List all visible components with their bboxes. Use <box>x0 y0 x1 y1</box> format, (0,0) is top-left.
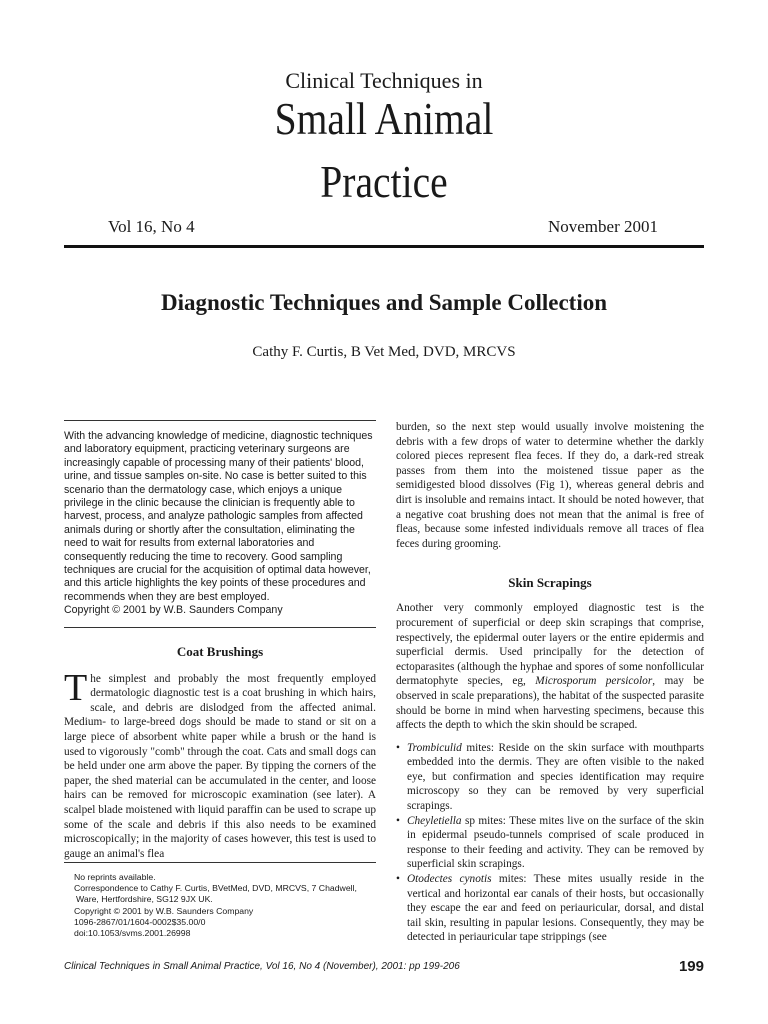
bullet-icon: • <box>396 741 400 754</box>
mite-name: Cheyletiella <box>407 814 462 827</box>
abstract-copyright: Copyright © 2001 by W.B. Saunders Company <box>64 604 283 617</box>
journal-subtitle: Clinical Techniques in <box>285 68 483 93</box>
page-footer <box>64 958 704 978</box>
header-rule <box>64 245 704 248</box>
author-line: Cathy F. Curtis, B Vet Med, DVD, MRCVS <box>252 344 516 360</box>
list-item <box>396 814 704 872</box>
list-item <box>396 872 704 945</box>
footer-citation: Clinical Techniques in Small Animal Practice, Vol 16, No 4 (November), 2001: pp 199-206 <box>64 961 460 972</box>
skin-scrapings-text-start: Another very commonly employed diagnostic test is the procurement of superficial or deep skin scrapings that comprise, respectively, the epidermal outer layers or the entire epidermis and superficial dermis. Used principally for the detection of ectoparasites (although the hyphae and spores of some nonfollicular dermatophyte species, eg, <box>396 602 704 688</box>
issue-date: November 2001 <box>547 217 658 236</box>
skin-scrapings-text-end: , may be observed in scale preparations), the habitat of the suspected parasite should be borne in mind when harvesting specimens, because this affects the depth to which the skin should be scraped. <box>396 675 704 732</box>
mite-description: mites: These mites usually reside in the vertical and horizontal ear canals of their hosts, but occasionally they escape the ear and feed on periauricular, dorsal, and distal tail skin, resulting in papular lesions. Consequently, they may be detected in periauricular tape strippings (see <box>407 873 704 944</box>
mite-list <box>396 741 704 945</box>
mite-name: Trombiculid <box>407 741 462 754</box>
drop-cap: T <box>64 666 88 709</box>
abstract-bottom-rule <box>64 627 376 628</box>
bullet-icon: • <box>396 873 400 886</box>
abstract-body: With the advancing knowledge of medicine, diagnostic techniques and laboratory equipment, practicing veterinary surgeons are increasingly capable of processing many of their patients' blood, urine, and tissue samples on-site. No case is better suited to this scenario than the dermatology case, which enjoys a unique privilege in the clinic because the clinician is frequently able to harvest, process, and analyze pathologic samples from affected animals during or shortly after the consultation, eliminating the need to wait for results from external laboratories and consequently reducing the time to recovery. Good sampling techniques are crucial for the acquisition of optimal data however, and this article highlights the key points of these procedures and recommends when they are best employed. <box>64 430 373 603</box>
mite-description: sp mites: These mites live on the surface of the skin in epidermal pseudo-tunnels comprised of scale produced in response to their feeding and activity. They can be removed by superficial skin scrapings. <box>407 814 704 871</box>
right-column <box>396 420 704 945</box>
mite-name: Otodectes cynotis <box>407 873 492 886</box>
skin-scrapings-paragraph <box>396 601 704 732</box>
footnote-rule <box>64 862 376 863</box>
flea-burden-paragraph: burden, so the next step would usually involve moistening the debris with a few drops of water to determine whether the darkly colored pieces represent flea feces. If they do, a dark-red streak passes from them into the moistened tissue paper as the semidigested blood dissolves (Fig 1), whereas general debris and dirt is insoluble and remains intact. It should be noted however, that a negative coat brushing does not mean that the animal is free of fleas, because some infested individuals remove all traces of flea feces during grooming. <box>396 421 704 550</box>
list-item <box>396 741 704 814</box>
mite-description: mites: Reside on the skin surface with mouthparts embedded into the dermis. They are often visible to the naked eye, but confirmation and species identification may require microscopy so they can be removed by very superficial scrapings. <box>407 741 704 813</box>
journal-title-second-line: Practice <box>320 156 448 207</box>
coat-brushings-paragraph <box>64 666 376 862</box>
footnote-reprints: No reprints available. <box>74 872 156 882</box>
left-column <box>64 420 376 861</box>
footnotes <box>64 862 376 939</box>
issue-volume: Vol 16, No 4 <box>108 217 195 236</box>
page-number: 199 <box>678 958 704 975</box>
section-heading-skin-scrapings: Skin Scrapings <box>508 575 592 591</box>
bullet-icon: • <box>396 814 400 827</box>
abstract <box>64 430 376 618</box>
journal-title: Small Animal <box>274 93 494 144</box>
species-name: Microsporum persicolor <box>535 675 653 688</box>
footnote-doi: doi:10.1053/svms.2001.26998 <box>74 928 191 939</box>
footnote-issn: 1096-2867/01/1604-0002$35.00/0 <box>74 916 206 927</box>
footnote-correspondence: Correspondence to Cathy F. Curtis, BVetMed, DVD, MRCVS, 7 Chadwell, Ware, Hertfordshire, SG12 9JX UK. <box>74 883 357 905</box>
journal-header <box>0 0 768 250</box>
footnote-copyright: Copyright © 2001 by W.B. Saunders Company <box>74 905 254 916</box>
section-heading-coat-brushings: Coat Brushings <box>176 643 264 659</box>
article-title: Diagnostic Techniques and Sample Collection <box>160 290 608 315</box>
coat-brushings-text: he simplest and probably the most frequently employed dermatologic diagnostic test is a coat brushing in which hairs, scale, and debris are dislodged from the affected animal. Medium- to large-breed dogs should be made to stand or sit on a large piece of absorbent white paper while a brush or the hand is used to vigorously "comb" through the coat. Cats and small dogs can be held under one arm above the paper. By tipping the corners of the paper, the shed material can be accumulated in the center, and loose hairs can be removed for microscopic examination (see later). A scalpel blade moistened with liquid paraffin can be used to scrape up some of the scale and debris if this also needs to be examined microscopically; in the majority of cases however, this test is used to gauge an animal's flea <box>64 672 376 860</box>
abstract-top-rule <box>64 420 376 421</box>
